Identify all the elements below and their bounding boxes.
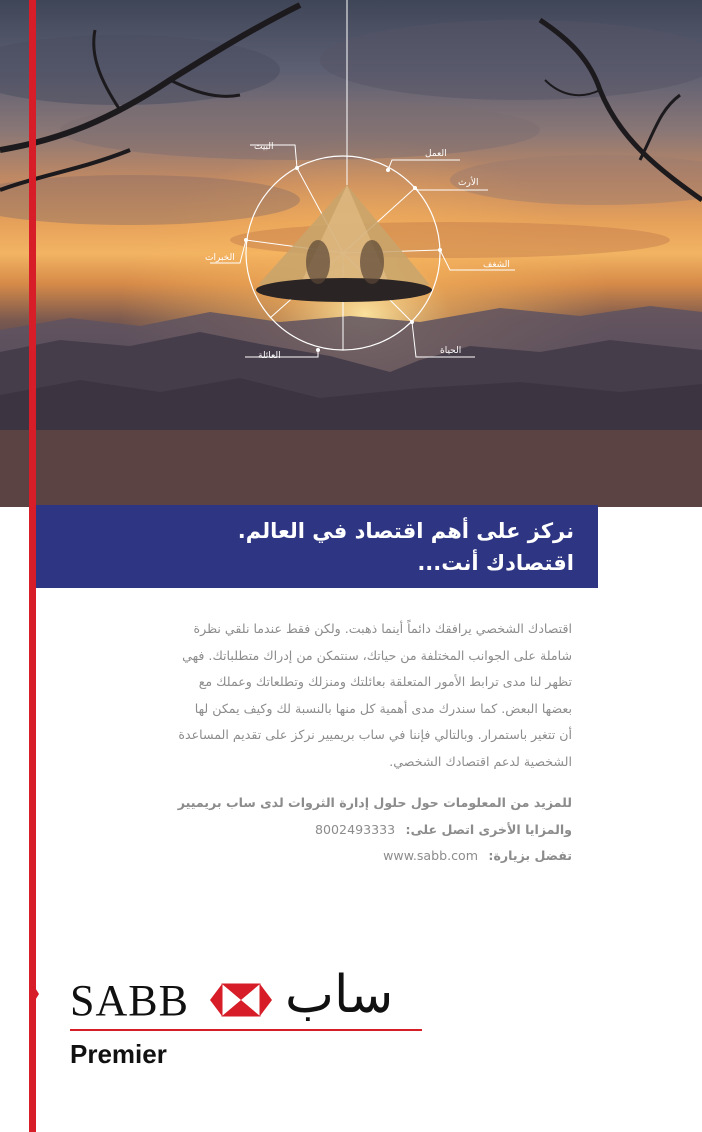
body-line: الشخصية لدعم اقتصادك الشخصي. [389,753,572,769]
logo-divider [70,1029,422,1031]
life-wheel-diagram [0,0,702,507]
hexagon-logo-icon [210,982,272,1018]
body-paragraph [102,616,572,775]
website-link[interactable]: www.sabb.com [383,848,479,863]
contact-intro: للمزيد من المعلومات حول حلول إدارة الثروات لدى ساب بريميير [177,795,572,810]
label-legacy: الأرث [458,178,479,188]
headline-banner [36,505,598,588]
contact-web-row [102,843,572,870]
label-home: البيت [254,142,274,152]
label-family: العائلة [258,351,281,361]
contact-block [102,790,572,870]
body-line: أن تتغير باستمرار. وبالتالي فإننا في ساب بريميير نركز على تقديم المساعدة [178,727,572,742]
body-line: بعضها البعض. كما سندرك مدى أهمية كل منها بالنسبة لك وكيف يمكن لها [194,700,572,716]
label-passion: الشغف [483,260,510,270]
body-line: شاملة على الجوانب المختلفة من حياتك، سنتمكن من إدراك متطلباتك. فهي [182,647,572,663]
contact-phone-row [102,817,572,844]
contact-web-label: تفضل بزيارة: [488,848,572,863]
body-line: تظهر لنا مدى ترابط الأمور المتعلقة بعائلتك ومنزلك وتطلعاتك وعملك مع [198,674,572,689]
hero-photo [0,0,702,507]
red-accent-bar [29,0,36,1132]
brand-name-en: SABB [70,976,189,1025]
headline-line-1: نركز على أهم اقتصاد في العالم. [237,519,574,543]
phone-number-link[interactable]: 8002493333 [315,821,396,837]
body-line: اقتصادك الشخصي يرافقك دائماً أينما ذهبت. ولكن فقط عندما نلقي نظرة [193,621,572,636]
label-life: الحياة [440,346,462,356]
headline-line-2: اقتصادك أنت... [417,551,574,575]
red-accent-notch [29,978,39,1010]
label-work: العمل [425,149,447,159]
contact-phone-label: والمزايا الأخرى اتصل على: [405,821,572,837]
sabb-premier-logo [70,965,425,1075]
label-experiences: الخبرات [205,253,235,263]
premier-label: Premier [70,1039,167,1069]
brand-name-ar: ساب [285,965,394,1025]
